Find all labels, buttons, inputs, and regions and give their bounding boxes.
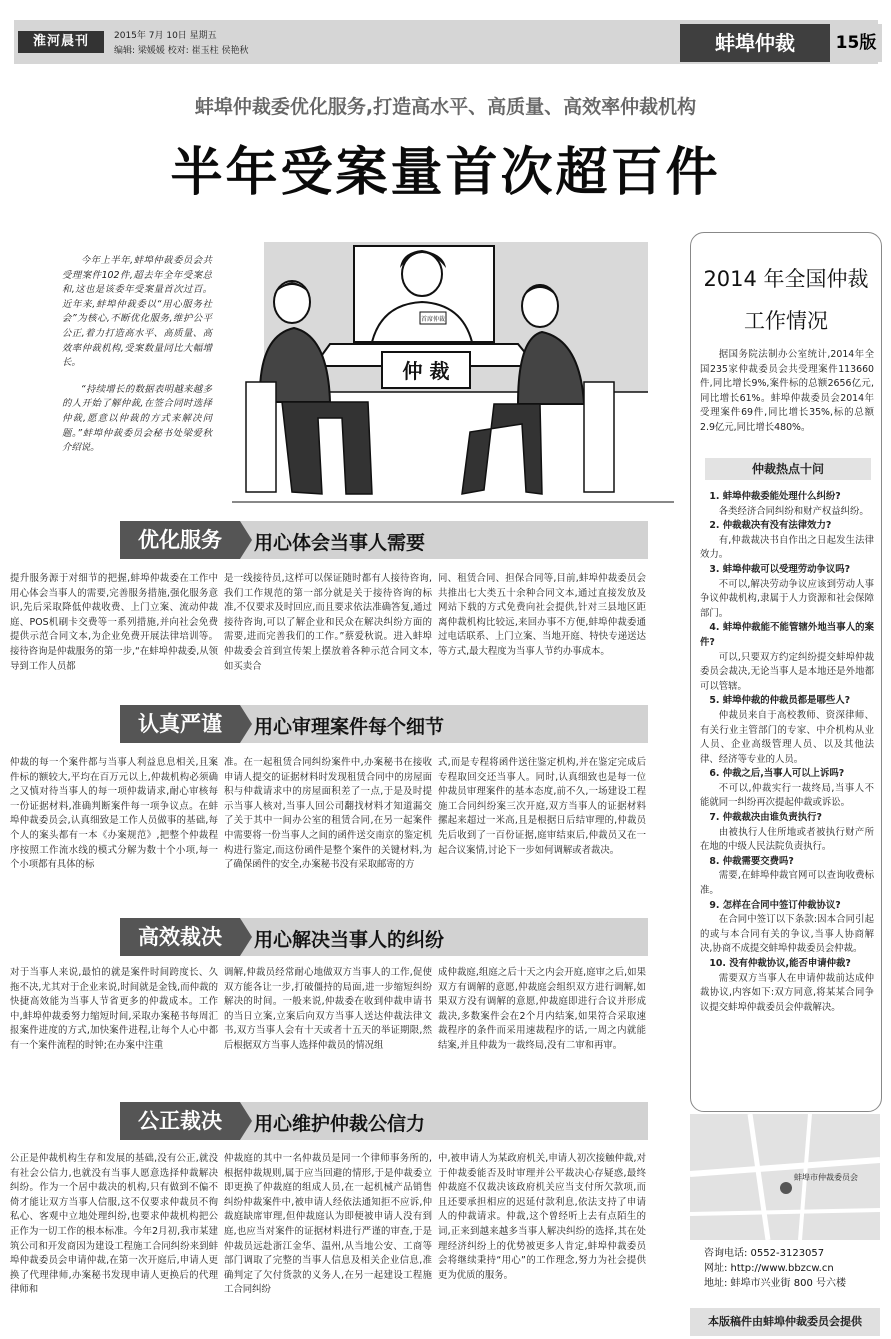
qa-answer: 有,仲裁裁决书自作出之日起发生法律效力。: [700, 534, 874, 561]
section-heading-1: 用心体会当事人需要: [254, 532, 426, 554]
qa-question: 6. 仲裁之后,当事人可以上诉吗?: [709, 768, 845, 780]
section-2-column-1: 仲裁的每一个案件都与当事人利益息息相关,且案件标的额较大,平均在百万元以上,仲裁机构必须确之又慎对待当事人的每一项仲裁请求,耐心审核每一份证据材料,准确判断案件每一项争议点。在蚌埠仲裁委员会,认真细致是工作人员做事的基础,每个人的案头都有一本《办案规范》,把整个仲裁程序按照工作流水线的模式分解为数十个小项,每一个小项都有具体的标: [10, 757, 218, 871]
headline-title: 半年受案量首次超百件: [170, 143, 721, 203]
section-heading-3: 用心解决当事人的纠纷: [254, 929, 445, 951]
qa-question: 7. 仲裁裁决由谁负责执行?: [709, 812, 822, 824]
sidebar-title: [690, 258, 882, 342]
qa-answer: 不可以,解决劳动争议应该到劳动人事争议仲裁机构,隶属于人力资源和社会保障部门。: [700, 578, 874, 619]
qa-answer: 可以,只要双方约定纠纷提交蚌埠仲裁委员会裁决,无论当事人是本地还是外地都可以管辖。: [700, 651, 874, 692]
section-3-column-1: 对于当事人来说,最怕的就是案件时间跨度长、久拖不决,尤其对于企业来说,时间就是金钱,而仲裁的快捷高效能为当事人节省更多的仲裁成本。工作中,蚌埠仲裁委努力缩短时间,采取办案秘书每周汇报案件进度的方式,加快案件进程,让每个人心中都有一个案件流程的时钟;在办案中注重: [10, 967, 218, 1051]
tag-arrow-4: [240, 1102, 252, 1140]
section-4-column-1: 公正是仲裁机构生存和发展的基础,没有公正,就没有社会公信力,也就没有当事人愿意选择仲裁解决纠纷。作为一个居中裁决的机构,只有做到不偏不倚才能让双方当事人信服,这不仅要求仲裁员不徇私心、客观中立地处理纠纷,也要求仲裁机构把公正作为一切工作的根本标准。今年2月初,我市某建筑公司和开发商因为建设工程施工合同纠纷来到蚌埠仲裁委员会申请仲裁,在第一次开庭后,申请人更换了代理律师,办案秘书发现申请人更换后的代理律师和: [10, 1153, 218, 1296]
section-2-column-2: 准。在一起租赁合同纠纷案件中,办案秘书在接收申请人提交的证据材料时发现租赁合同中的房屋面积与仲裁请求中的房屋面积差了一点,于是及时提示当事人核对,当事人回公司翻找材料才知道漏交了关于其中一间办公室的租赁合同,在另一起案件中需要将一份当事人之间的函件送交南京的鉴定机构进行鉴定,而这份函件是整个案件的关键材料,为了确保函件的安全,办案秘书没有采取邮寄的方: [224, 757, 432, 871]
qa-question: 8. 仲裁需要交费吗?: [709, 855, 794, 867]
section-4-column-3: 中,被申请人为某政府机关,申请人初次接触仲裁,对于仲裁委能否及时审理并公平裁决心存疑惑,最终仲裁庭不仅裁决该政府机关应当支付所欠款项,而且还要承担相应的迟延付款利息,依法支持了申请人的仲裁请求。仲裁,这个曾经听上去有点陌生的词,正来到越来越多当事人解决纠纷的选择,其在处理经济纠纷上的优势被更多人肯定,蚌埠仲裁委员会将继续秉持“用心”的工作理念,努力为社会提供更为优质的服务。: [438, 1153, 646, 1281]
sidebar-title-line-1: 2014 年全国仲裁: [703, 267, 869, 291]
intro-paragraph-2: “持续增长的数据表明越来越多的人开始了解仲裁,在签合同时选择仲裁,愿意以仲裁的方式来解决问题。”蚌埠仲裁委员会秘书处梁爱秋介绍说。: [62, 383, 212, 454]
contact-phone: 咨询电话: 0552-3123057: [704, 1248, 825, 1259]
tag-arrow-3: [240, 918, 252, 956]
left-party-head: [274, 281, 310, 323]
section-1-column-3: 同、租赁合同、担保合同等,目前,蚌埠仲裁委员会共推出七大类五十余种合同文本,通过直接发放及网站下载的方式免费向社会提供,针对三县地区距离仲裁机构比较远,来回办事不方便,蚌埠仲裁委通过电话联系、上门立案、当地开庭、特快专递送达等方式,最大程度为当事人节约办事成本。: [438, 573, 646, 657]
qa-question: 9. 怎样在合同中签订仲裁协议?: [709, 899, 841, 911]
contact-website[interactable]: 网址: http://www.bbzcw.cn: [704, 1263, 834, 1274]
intro-paragraph-1: 今年上半年,蚌埠仲裁委员会共受理案件102件,超去年全年受案总和,这也是该委年受案量首次过百。近年来,蚌埠仲裁委以“用心服务社会”为核心,不断优化服务,维护公平公正,着力打造高水平、高质量、高效率仲裁机构,受案数量同比大幅增长。: [62, 255, 212, 369]
section-tag-4: 公正裁决: [120, 1102, 240, 1140]
section-name: 蚌埠仲裁: [680, 24, 830, 62]
qa-question: 10. 没有仲裁协议,能否申请仲裁?: [709, 958, 851, 969]
qa-question: 1. 蚌埠仲裁委能处理什么纠纷?: [709, 491, 841, 502]
section-2-column-3: 式,而是专程将函件送往鉴定机构,并在鉴定完成后专程取回交还当事人。同时,认真细致也是每一位仲裁员审理案件的基本态度,前不久,一场建设工程施工合同纠纷案三次开庭,双方当事人的证据材料摞起来超过一米高,且是根据日后结审理的,仲裁员先后收到了一百份证据,庭审结束后,仲裁员又在一起合议案情,讨论下一步如何调解或者裁决。: [438, 757, 646, 856]
contact-block: [690, 1240, 880, 1306]
intro-text: [62, 254, 212, 456]
section-1-column-1: 提升服务源于对细节的把握,蚌埠仲裁委在工作中用心体会当事人的需要,完善服务措施,强化服务意识,先后采取降低仲裁收费、上门立案、流动仲裁庭、POS机刷卡交费等一系列措施,并向社会免费提供示范合同文本,为企业免费开展法律培训等。接待咨询是仲裁服务的第一步,“在蚌埠仲裁委,从领导到工作人员都: [10, 573, 218, 672]
qa-answer: 由被执行人住所地或者被执行财产所在地的中级人民法院负责执行。: [700, 826, 874, 853]
qa-answer: 仲裁员来自于高校教师、资深律师、有关行业主管部门的专家、中介机构从业人员、企业高级管理人员、以及其他法律、经济等专业的人员。: [700, 709, 874, 765]
qa-question: 2. 仲裁裁决有没有法律效力?: [709, 520, 832, 532]
qa-question: 5. 蚌埠仲裁的仲裁员都是哪些人?: [709, 695, 851, 707]
section-tag-3: 高效裁决: [120, 918, 240, 956]
left-chair: [246, 382, 276, 492]
qa-answer: 各类经济合同纠纷和财产权益纠纷。: [718, 505, 869, 517]
map-pin-icon: [780, 1182, 792, 1194]
section-heading-4: 用心维护仲裁公信力: [254, 1113, 426, 1135]
qa-question: 3. 蚌埠仲裁可以受理劳动争议吗?: [709, 563, 851, 575]
section-heading-2: 用心审理案件每个细节: [254, 716, 445, 738]
tag-arrow-1: [240, 521, 252, 559]
newspaper-logo: 淮河晨刊: [18, 31, 104, 53]
map-label: 蚌埠市仲裁委员会: [794, 1173, 858, 1182]
footer-note: 本版稿件由蚌埠仲裁委员会提供: [690, 1308, 880, 1336]
sidebar-title-line-2: 工作情况: [744, 309, 828, 333]
section-3-column-3: 成仲裁庭,组庭之后十天之内会开庭,庭审之后,如果双方有调解的意愿,仲裁庭会组织双方进行调解,如果双方没有调解的意愿,仲裁庭即进行合议并形成裁决,多数案件会在2个月内结案,如果符合采取速裁程序的条件而采用速裁程序的话,一周之内就能结案,并且仲裁为一裁终局,没有二审和再审。: [438, 967, 646, 1051]
headline-subtitle: 蚌埠仲裁委优化服务,打造高水平、高质量、高效率仲裁机构: [194, 96, 697, 118]
right-chair: [584, 382, 614, 492]
qa-answer: 在合同中签订以下条款:因本合同引起的或与本合同有关的争议,当事人协商解决,协商不成提交蚌埠仲裁委员会仲裁。: [700, 914, 874, 955]
qa-answer: 需要,在蚌埠仲裁官网可以查询收费标准。: [700, 870, 874, 897]
qa-answer: 不可以,仲裁实行一裁终局,当事人不能就同一纠纷再次提起仲裁或诉讼。: [700, 782, 874, 809]
qa-question: 4. 蚌埠仲裁能不能管辖外地当事人的案件?: [700, 622, 874, 648]
section-tag-1: 优化服务: [120, 521, 240, 559]
qa-answer: 需要双方当事人在申请仲裁前达成仲裁协议,内容如下:双方同意,将某某合同争议提交蚌埠仲裁委员会仲裁解决。: [700, 972, 874, 1013]
section-3-column-2: 调解,仲裁员经常耐心地做双方当事人的工作,促使双方能各让一步,打破僵持的局面,进一步缩短纠纷解决的时间。一般来说,仲裁委在收到仲裁申请书的当日立案,立案后向双方当事人送达仲裁法律文书,双方当事人会有十天或者十五天的举证期限,然后根据双方当事人选择仲裁员的情况组: [224, 967, 432, 1051]
section-tag-2: 认真严谨: [120, 705, 240, 743]
map-graphic: [690, 1114, 880, 1240]
tag-arrow-2: [240, 705, 252, 743]
section-1-column-2: 是一线接待员,这样可以保证随时都有人接待咨询,我们工作规范的第一部分就是关于接待咨询的标准,不仅要求及时回应,而且要求依法准确答复,通过接待咨询,可以了解企业和民众在解决纠纷方面的需要,进而完善我们的工作。”蔡爱秋说。进入蚌埠仲裁委会首到宣传架上摆放着各种示范合同文本,如买卖合: [224, 573, 432, 672]
qa-list: [700, 490, 874, 1015]
name-plate-text: 仲 裁: [402, 359, 450, 383]
section-4-column-2: 仲裁庭的其中一名仲裁员是同一个律师事务所的,根据仲裁规则,属于应当回避的情形,于是仲裁委立即更换了仲裁庭的组成人员,在一起机械产品销售纠纷仲裁案件中,被申请人经依法通知拒不应诉,仲裁庭缺席审理,但仲裁庭认为即便被申请人没有到庭,也应当对案件的证据材料进行严谨的审查,于是仲裁员远赴浙江金华、温州,从当地公安、工商等部门调取了完整的当事人信息及相关企业信息,准确判定了欠付货款的义务人,在另一起建设工程施工合同纠纷: [224, 1153, 432, 1296]
page-number: 15版: [830, 24, 882, 62]
date-line: 2015年 7月 10日 星期五: [114, 31, 217, 41]
contact-address: 地址: 蚌埠市兴业街 800 号六楼: [704, 1278, 846, 1289]
arbitrator-badge: 首席仲裁: [420, 316, 446, 323]
editor-line: 编辑: 梁媛媛 校对: 崔玉柱 侯艳秋: [114, 46, 249, 56]
sidebar-stats: 据国务院法制办公室统计,2014年全国235家仲裁委员会共受理案件113660件,同比增长9%,案件标的总额2656亿元,同比增长61%。蚌埠仲裁委员会2014年受理案件69件,同比增长35%,标的总额2.9亿元,同比增长480%。: [700, 349, 874, 433]
arbitration-illustration: [222, 232, 684, 510]
hot-questions-title: 仲裁热点十问: [705, 458, 871, 480]
